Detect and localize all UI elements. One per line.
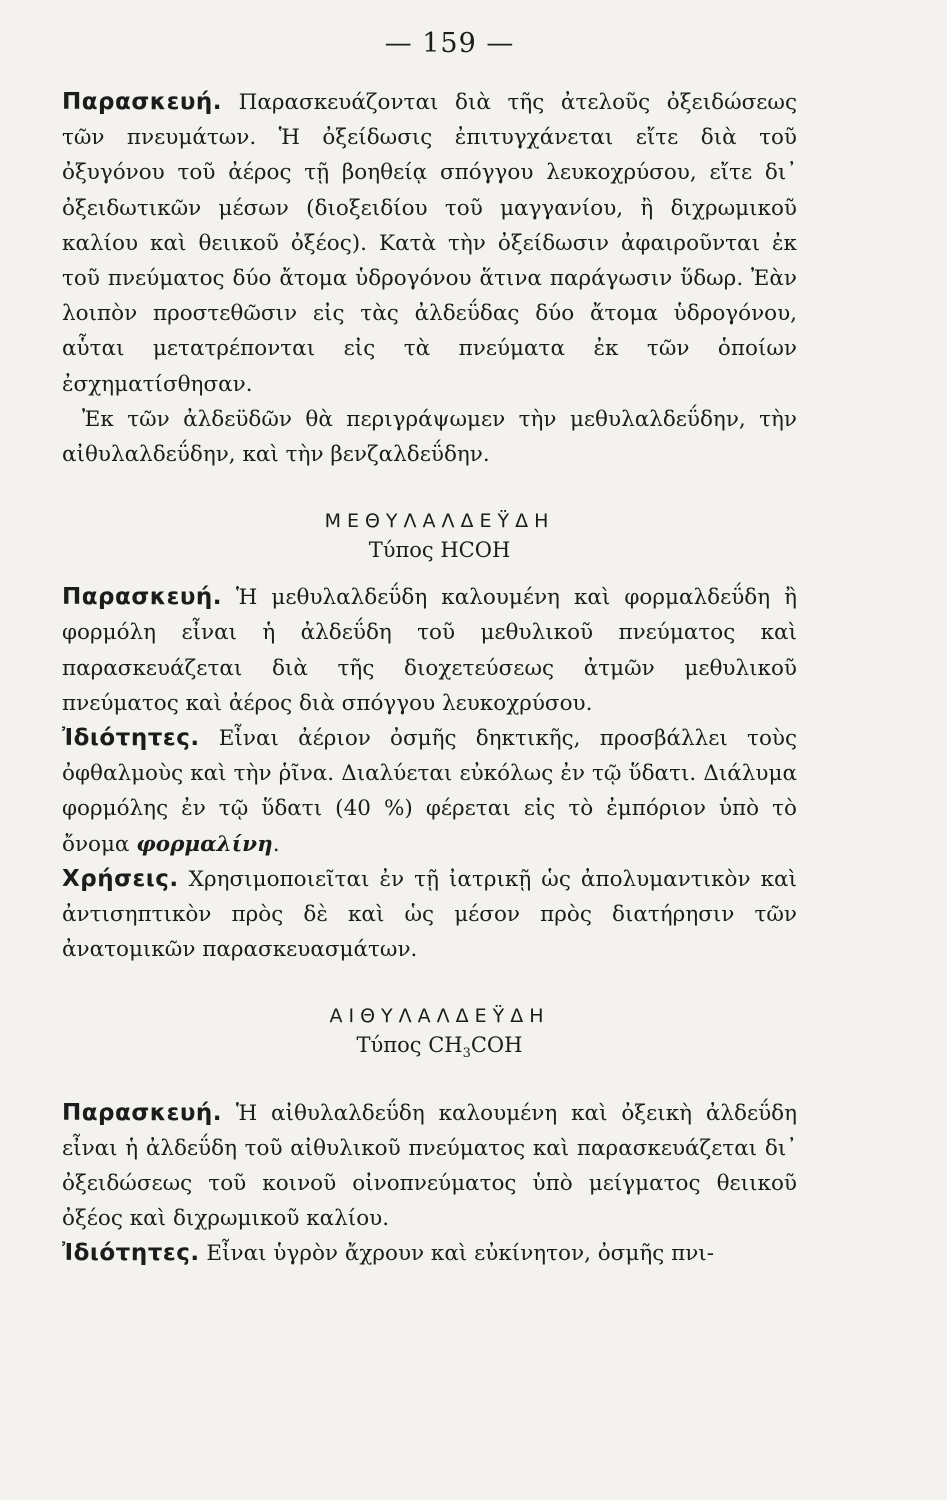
ethyl-prep-lead: Παρασκευή. xyxy=(62,1099,223,1126)
ethyl-formula-pre: CH xyxy=(428,1033,463,1058)
methyl-formula xyxy=(62,538,797,562)
methyl-props xyxy=(62,721,797,862)
ethyl-heading: ΑΙΘΥΛΑΛΔΕΫΔΗ xyxy=(329,1005,550,1028)
ethyl-prep xyxy=(62,1096,797,1237)
intro-paragraph xyxy=(62,85,797,402)
intro-followup: Ἐκ τῶν ἀλδεϋδῶν θὰ περιγράψωμεν τὴν μεθυλαλδεΰδην, τὴν αἰθυλαλδεΰδην, καὶ τὴν βενζαλδεΰδην. xyxy=(62,406,797,468)
methyl-uses xyxy=(62,862,797,968)
ethyl-props-lead: Ἰδιότητες. xyxy=(62,1240,200,1267)
methyl-prep xyxy=(62,580,797,721)
intro-lead: Παρασκευή. xyxy=(62,89,223,115)
methyl-prep-text: Ἡ μεθυλαλδεΰδη καλουμένη καὶ φορμαλδεΰδη ἢ φορμόλη εἶναι ἡ ἀλδεΰδη τοῦ μεθυλικοῦ πνεύματος καὶ παρασκευάζεται διὰ τῆς διοχετεύσεως ἀτμῶν μεθυλικοῦ πνεύματος καὶ ἀέρος διὰ σπόγγου λευκοχρύσου. xyxy=(62,585,797,716)
ethyl-formula-post: COH xyxy=(470,1033,523,1058)
ethyl-prep-text: Ἡ αἰθυλαλδεΰδη καλουμένη καὶ ὀξεικὴ ἀλδεΰδη εἶναι ἡ ἀλδεΰδη τοῦ αἰθυλικοῦ πνεύματος καὶ παρασκευάζεται δι᾽ ὀξειδώσεως τοῦ κοινοῦ οἰνοπνεύματος ὑπὸ μείγματος θειικοῦ ὀξέος καὶ διχρωμικοῦ καλίου. xyxy=(62,1100,797,1232)
ethyl-props-text: Εἶναι ὑγρὸν ἄχρουν καὶ εὐκίνητον, ὀσμῆς πνι- xyxy=(199,1241,714,1267)
ethyl-formula-label: Τύπος xyxy=(356,1033,429,1058)
methyl-props-lead: Ἰδιότητες. xyxy=(62,725,200,752)
methyl-uses-text: Χρησιμοποιεῖται ἐν τῇ ἰατρικῇ ὡς ἀπολυμαντικὸν καὶ ἀντισηπτικὸν πρὸς δὲ καὶ ὡς μέσον πρὸς διατήρησιν τῶν ἀνατομικῶν παρασκευασμάτων. xyxy=(62,866,797,963)
ethyl-formula-sub: 3 xyxy=(462,1046,471,1062)
methyl-heading: ΜΕΘΥΛΑΛΔΕΫΔΗ xyxy=(324,510,555,533)
methyl-uses-lead: Χρήσεις. xyxy=(62,865,179,892)
methyl-props-text: Εἶναι ἀέριον ὀσμῆς δηκτικῆς, προσβάλλει τοὺς ὀφθαλμοὺς καὶ τὴν ῥῖνα. Διαλύεται εὐκόλως ἐν τῷ ὕδατι. Διάλυμα φορμόλης ἐν τῷ ὕδατι (40 %) φέρεται εἰς τὸ ἐμπόριον ὑπὸ τὸ ὄνομα xyxy=(62,726,797,857)
page-number: — 159 — xyxy=(384,28,515,59)
ethyl-formula xyxy=(62,1033,797,1061)
methyl-props-end: . xyxy=(272,831,280,857)
methyl-prep-lead: Παρασκευή. xyxy=(62,584,223,611)
methyl-props-term: φορμαλίνη xyxy=(136,831,273,857)
intro-text: Παρασκευάζονται διὰ τῆς ἀτελοῦς ὀξειδώσεως τῶν πνευμάτων. Ἡ ὀξείδωσις ἐπιτυγχάνεται εἴτε διὰ τοῦ ὀξυγόνου τοῦ ἀέρος τῇ βοηθείᾳ σπόγγου λευκοχρύσου, εἴτε δι᾽ ὀξειδωτικῶν μέσων (διοξειδίου τοῦ μαγγανίου, ἢ διχρωμικοῦ καλίου καὶ θειικοῦ ὀξέος). Κατὰ τὴν ὀξείδωσιν ἀφαιροῦνται ἐκ τοῦ πνεύματος δύο ἄτομα ὑδρογόνου ἅτινα παράγωσιν ὕδωρ. Ἐὰν λοιπὸν προστεθῶσιν εἰς τὰς ἀλδεΰδας δύο ἄτομα ὑδρογόνου, αὗται μετατρέπονται εἰς τὰ πνεύματα ἐκ τῶν ὁποίων ἐσχηματίσθησαν. xyxy=(62,90,797,397)
methyl-formula-value: HCOH xyxy=(440,538,511,563)
ethyl-props xyxy=(62,1236,797,1271)
methyl-formula-label: Τύπος xyxy=(368,538,441,563)
